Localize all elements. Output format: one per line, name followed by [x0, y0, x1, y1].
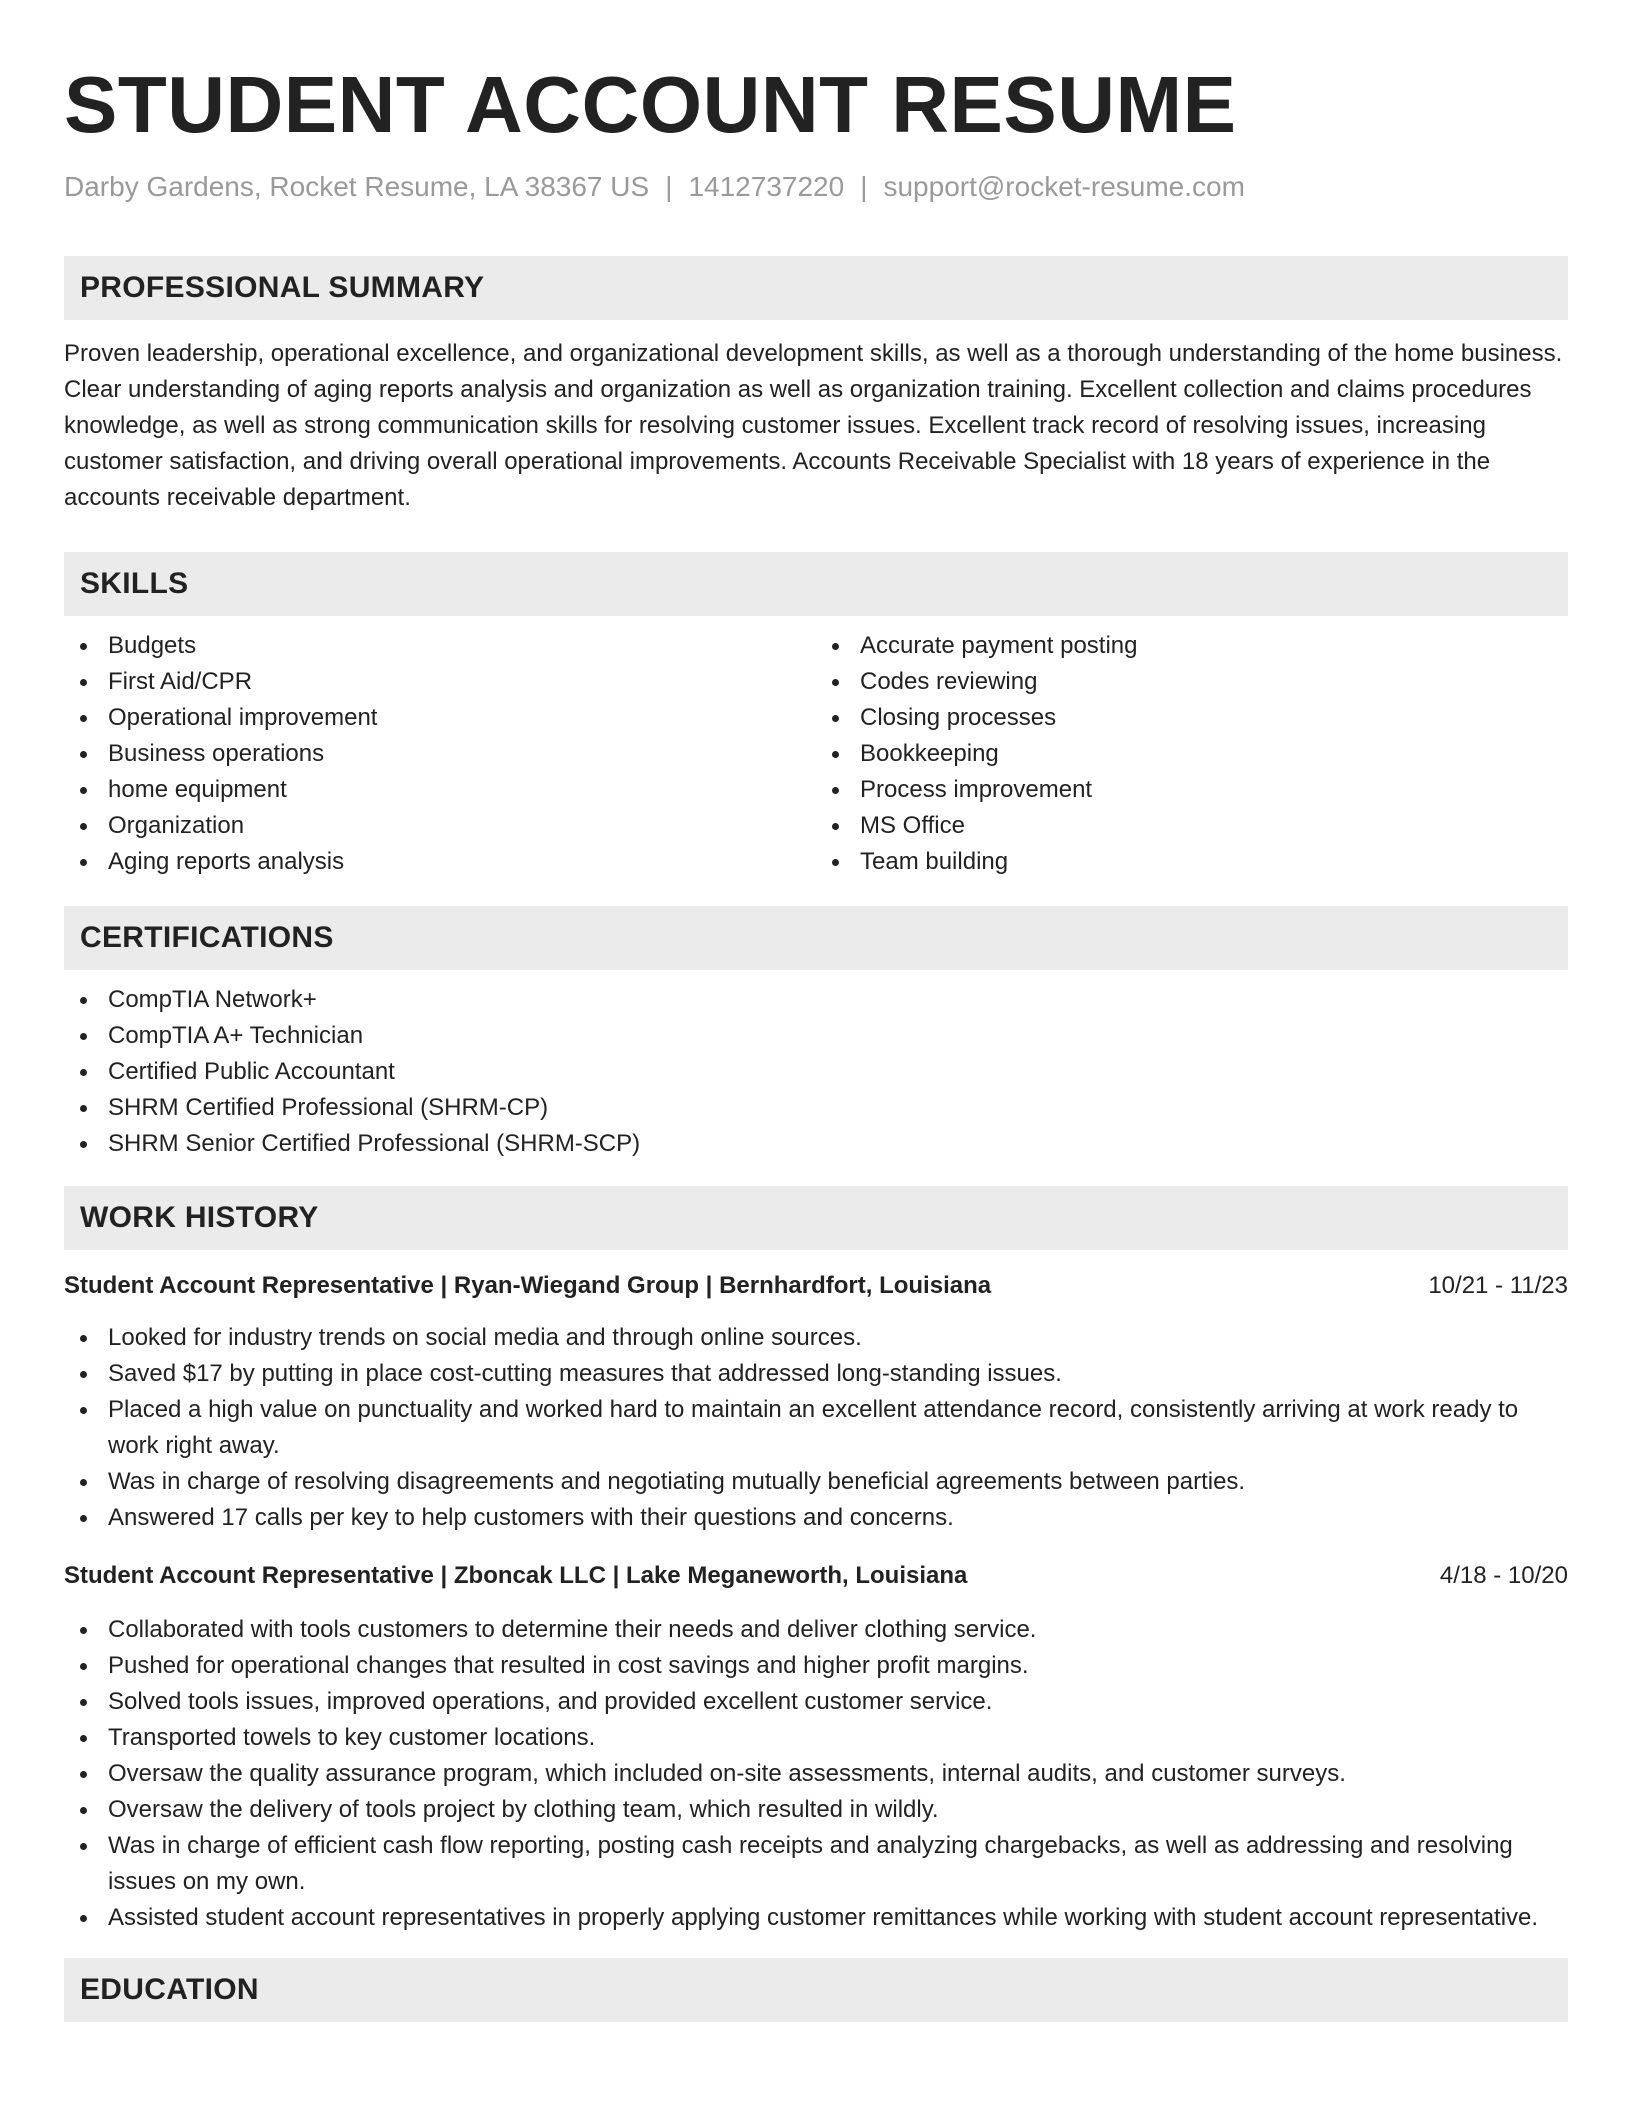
skill-item: Closing processes	[816, 700, 1568, 736]
skills-column-left	[64, 628, 816, 880]
job-bullet: Solved tools issues, improved operations, and provided excellent customer service.	[64, 1684, 1568, 1720]
job-bullet: Oversaw the quality assurance program, which included on-site assessments, internal audits, and customer surveys.	[64, 1756, 1568, 1792]
job-bullet: Looked for industry trends on social media and through online sources.	[64, 1320, 1568, 1356]
contact-email: support@rocket-resume.com	[883, 171, 1245, 202]
skill-item: Accurate payment posting	[816, 628, 1568, 664]
skills-grid	[64, 628, 1568, 880]
contact-separator: |	[665, 171, 673, 202]
skill-item: Aging reports analysis	[64, 844, 816, 880]
skill-item: Team building	[816, 844, 1568, 880]
job-dates: 4/18 - 10/20	[1439, 1562, 1568, 1589]
skill-item: home equipment	[64, 772, 816, 808]
job-bullet: Transported towels to key customer locations.	[64, 1720, 1568, 1756]
certification-item: CompTIA Network+	[64, 982, 1568, 1018]
job-bullet: Was in charge of resolving disagreements and negotiating mutually beneficial agreements between parties.	[64, 1464, 1568, 1500]
job-title: Student Account Representative | Ryan-Wiegand Group | Bernhardfort, Louisiana	[64, 1272, 992, 1299]
job-bullet: Saved $17 by putting in place cost-cutting measures that addressed long-standing issues.	[64, 1356, 1568, 1392]
job-bullet: Was in charge of efficient cash flow reporting, posting cash receipts and analyzing chargebacks, as well as addressing and resolving issues on my own.	[64, 1828, 1568, 1900]
skills-column-right	[816, 628, 1568, 880]
contact-separator: |	[860, 171, 868, 202]
skill-item: Codes reviewing	[816, 664, 1568, 700]
contact-line	[64, 170, 1568, 204]
job-bullet: Pushed for operational changes that resulted in cost savings and higher profit margins.	[64, 1648, 1568, 1684]
job-bullet: Answered 17 calls per key to help customers with their questions and concerns.	[64, 1500, 1568, 1536]
section-heading-work-history: WORK HISTORY	[64, 1186, 1568, 1250]
job-bullets	[64, 1320, 1568, 1536]
skill-item: Operational improvement	[64, 700, 816, 736]
job-bullets	[64, 1612, 1568, 1936]
summary-text: Proven leadership, operational excellence, and organizational development skills, as well as a thorough understanding of the home business. Clear understanding of aging reports analysis and organization as well as organization training. Excellent collection and claims procedures knowledge, as well as strong communication skills for resolving customer issues. Excellent track record of resolving issues, increasing customer satisfaction, and driving overall operational improvements. Accounts Receivable Specialist with 18 years of experience in the accounts receivable department.	[64, 340, 1563, 511]
job-title: Student Account Representative | Zboncak LLC | Lake Meganeworth, Louisiana	[64, 1562, 968, 1589]
certification-item: Certified Public Accountant	[64, 1054, 1568, 1090]
section-heading-summary: PROFESSIONAL SUMMARY	[64, 256, 1568, 320]
certification-item: SHRM Senior Certified Professional (SHRM-SCP)	[64, 1126, 1568, 1162]
skill-item: Budgets	[64, 628, 816, 664]
resume-title: STUDENT ACCOUNT RESUME	[64, 60, 1237, 149]
job-bullet: Assisted student account representatives in properly applying customer remittances while working with student account representative.	[64, 1900, 1568, 1936]
skill-item: Process improvement	[816, 772, 1568, 808]
certification-item: SHRM Certified Professional (SHRM-CP)	[64, 1090, 1568, 1126]
section-heading-certifications: CERTIFICATIONS	[64, 906, 1568, 970]
section-heading-education: EDUCATION	[64, 1958, 1568, 2022]
skill-item: Bookkeeping	[816, 736, 1568, 772]
job-header	[64, 1558, 1568, 1594]
job-bullet: Placed a high value on punctuality and worked hard to maintain an excellent attendance record, consistently arriving at work ready to work right away.	[64, 1392, 1568, 1464]
skill-item: Business operations	[64, 736, 816, 772]
certifications-list	[64, 982, 1568, 1162]
certification-item: CompTIA A+ Technician	[64, 1018, 1568, 1054]
skill-item: Organization	[64, 808, 816, 844]
job-header	[64, 1268, 1568, 1304]
section-heading-skills: SKILLS	[64, 552, 1568, 616]
skill-item: MS Office	[816, 808, 1568, 844]
contact-phone: 1412737220	[688, 171, 845, 202]
contact-address: Darby Gardens, Rocket Resume, LA 38367 US	[64, 171, 650, 202]
job-bullet: Oversaw the delivery of tools project by clothing team, which resulted in wildly.	[64, 1792, 1568, 1828]
job-bullet: Collaborated with tools customers to determine their needs and deliver clothing service.	[64, 1612, 1568, 1648]
skill-item: First Aid/CPR	[64, 664, 816, 700]
job-dates: 10/21 - 11/23	[1428, 1272, 1568, 1299]
